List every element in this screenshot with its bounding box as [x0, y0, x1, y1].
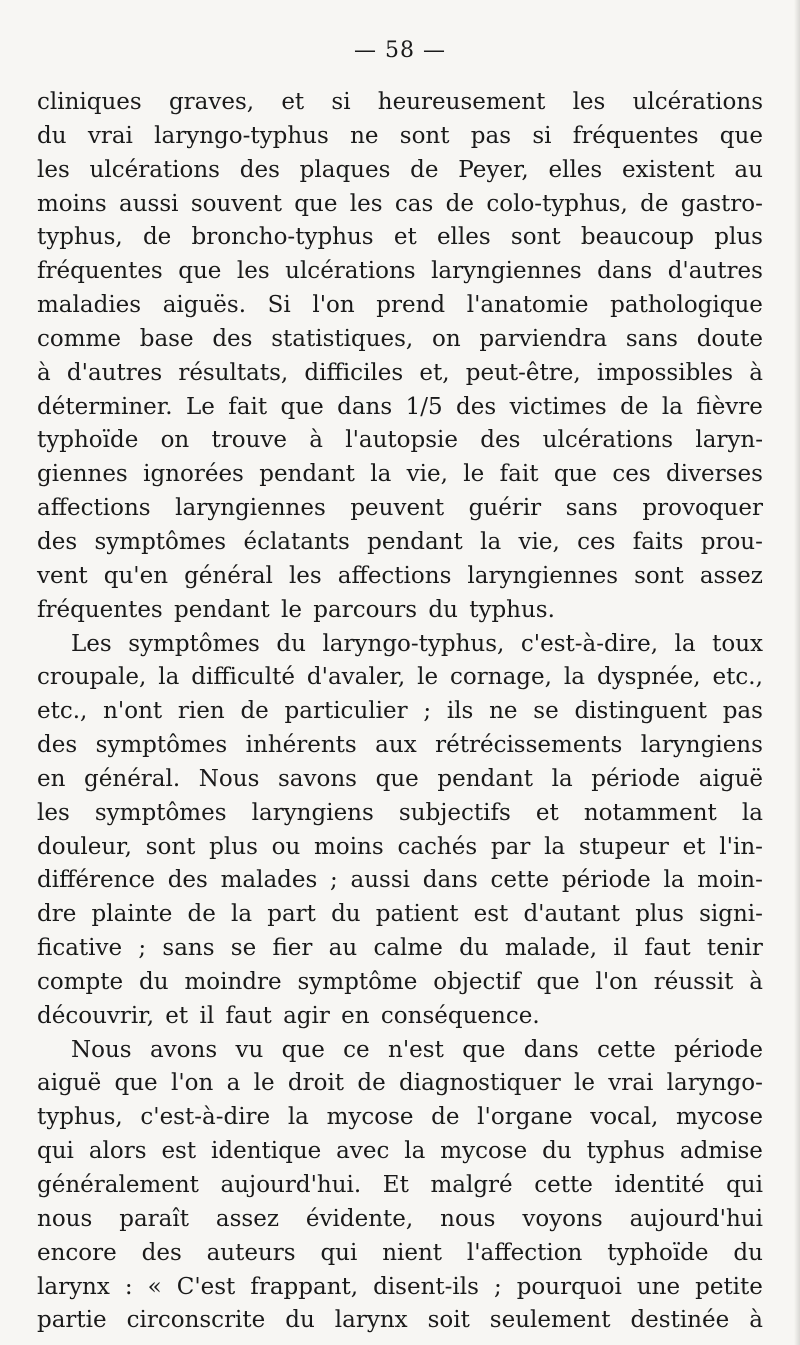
text-line: différence des malades ; aussi dans cette période la moin- [37, 867, 763, 894]
text-line: Nous avons vu que ce n'est que dans cette période [71, 1036, 763, 1063]
body-text [37, 86, 763, 1338]
text-line: typhus, c'est-à-dire la mycose de l'organe vocal, mycose [37, 1104, 763, 1131]
text-line: des symptômes éclatants pendant la vie, ces faits prou- [37, 528, 763, 555]
text-line: déterminer. Le fait que dans 1/5 des victimes de la fièvre [37, 393, 763, 420]
text-line: larynx : « C'est frappant, disent-ils ; pourquoi une petite [37, 1273, 763, 1300]
text-line: en général. Nous savons que pendant la période aiguë [37, 765, 763, 792]
text-line: typhus, de broncho-typhus et elles sont beaucoup plus [37, 224, 763, 251]
text-line: compte du moindre symptôme objectif que l'on réussit à [37, 968, 763, 995]
text-line: moins aussi souvent que les cas de colo-typhus, de gastro- [37, 190, 763, 217]
text-line: affections laryngiennes peuvent guérir sans provoquer [37, 495, 763, 522]
text-line: partie circonscrite du larynx soit seulement destinée à [37, 1307, 763, 1334]
text-line: les ulcérations des plaques de Peyer, elles existent au [37, 156, 763, 183]
text-line: cliniques graves, et si heureusement les ulcérations [37, 89, 763, 115]
text-line: encore des auteurs qui nient l'affection typhoïde du [37, 1239, 763, 1266]
text-line: généralement aujourd'hui. Et malgré cette identité qui [37, 1172, 763, 1198]
text-line: typhoïde on trouve à l'autopsie des ulcérations laryn- [37, 427, 763, 454]
text-line: dre plainte de la part du patient est d'autant plus signi- [37, 901, 763, 928]
text-line: giennes ignorées pendant la vie, le fait que ces diverses [37, 461, 763, 488]
text-line: du vrai laryngo-typhus ne sont pas si fréquentes que [37, 122, 763, 149]
text-line: maladies aiguës. Si l'on prend l'anatomie pathologique [37, 292, 763, 319]
text-line: des symptômes inhérents aux rétrécissements laryngiens [37, 732, 763, 759]
text-line: croupale, la difficulté d'avaler, le cornage, la dyspnée, etc., [37, 664, 763, 691]
text-line: les symptômes laryngiens subjectifs et notamment la [37, 799, 763, 826]
page-number: — 58 — [354, 38, 446, 63]
text-line: découvrir, et il faut agir en conséquence. [37, 1002, 540, 1029]
text-line: à d'autres résultats, difficiles et, peut-être, impossibles à [37, 359, 763, 386]
text-line: douleur, sont plus ou moins cachés par la stupeur et l'in- [37, 833, 763, 860]
text-line: Les symptômes du laryngo-typhus, c'est-à-dire, la toux [71, 630, 763, 657]
text-line: qui alors est identique avec la mycose du typhus admise [37, 1138, 763, 1165]
text-line: etc., n'ont rien de particulier ; ils ne se distinguent pas [37, 698, 763, 725]
text-line: fréquentes pendant le parcours du typhus. [37, 596, 555, 623]
page-edge-shadow [794, 0, 800, 1345]
text-line: vent qu'en général les affections laryngiennes sont assez [37, 562, 763, 589]
text-line: nous paraît assez évidente, nous voyons aujourd'hui [37, 1205, 763, 1232]
text-line: fréquentes que les ulcérations laryngiennes dans d'autres [37, 258, 763, 285]
text-line: aiguë que l'on a le droit de diagnostiquer le vrai laryngo- [37, 1070, 763, 1097]
text-line: comme base des statistiques, on parviendra sans doute [37, 325, 763, 352]
text-line: ficative ; sans se fier au calme du malade, il faut tenir [37, 935, 763, 962]
